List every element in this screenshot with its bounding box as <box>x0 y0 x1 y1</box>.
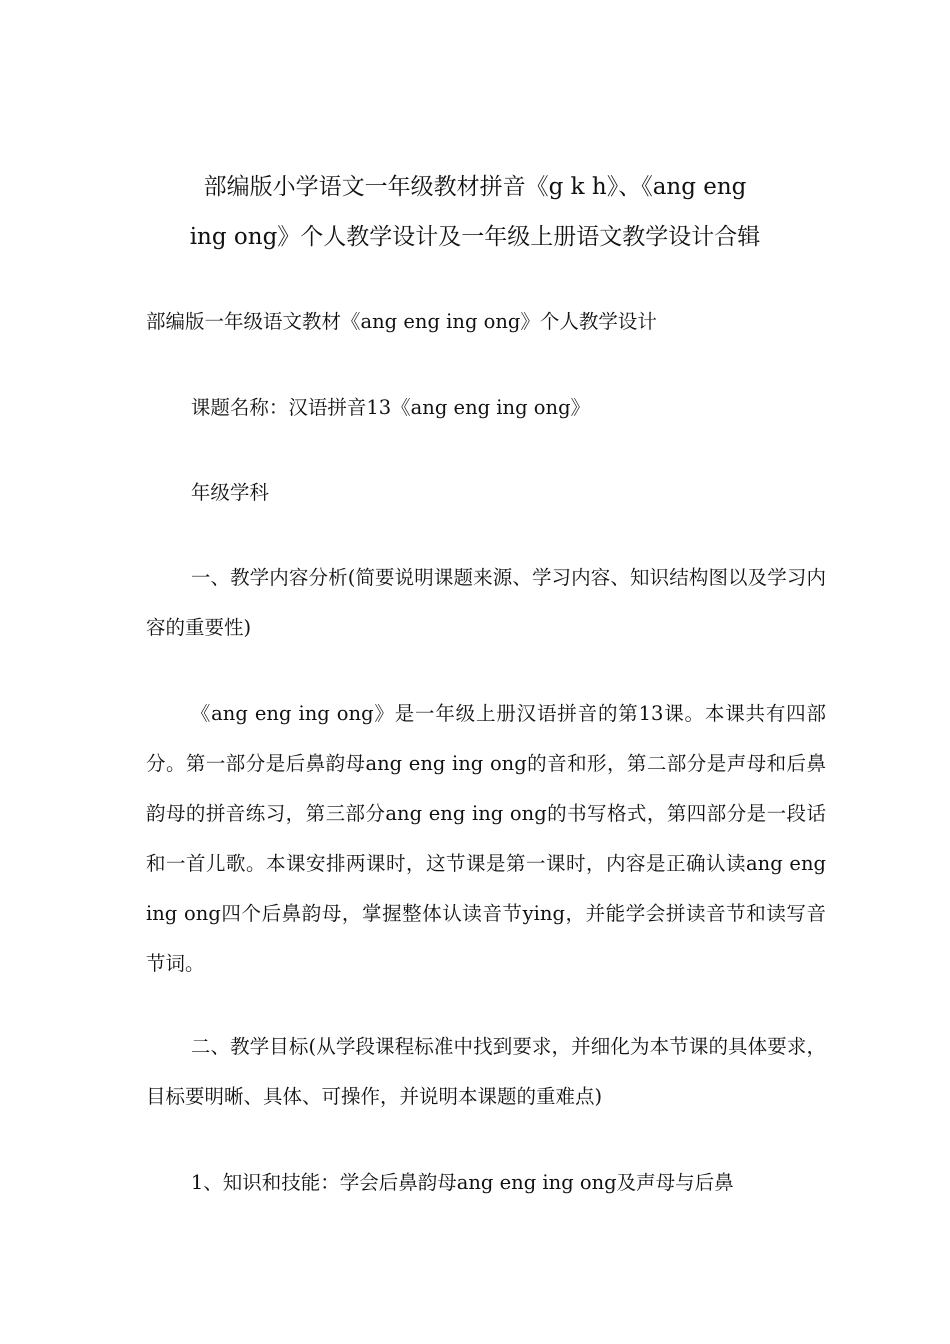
objective-1: 1、知识和技能：学会后鼻韵母ang eng ing ong及声母与后鼻 <box>190 1171 734 1194</box>
section-1-heading: 一、教学内容分析(简要说明课题来源、学习内容、知识结构图以及学习内容的重要性) <box>146 566 826 639</box>
document-subtitle: 部编版一年级语文教材《ang eng ing ong》个人教学设计 <box>146 310 657 333</box>
section-2-heading: 二、教学目标(从学段课程标准中找到要求，并细化为本节课的具体要求，目标要明晰、具体、可操作，并说明本课题的重难点) <box>146 1035 826 1108</box>
section-1-body: 《ang eng ing ong》是一年级上册汉语拼音的第13课。本课共有四部分。第一部分是后鼻韵母ang eng ing ong的音和形，第二部分是声母和后鼻韵母的拼音练习，第三部分ang eng ing ong的书写格式，第四部分是一段话和一首儿歌。本课安排两课时，这节课是第一课时，内容是正确认读ang eng ing ong四个后鼻韵母，掌握整体认读音节ying，并能学会拼读音节和读写音节词。 <box>146 702 826 975</box>
document-title-line-2: ing ong》个人教学设计及一年级上册语文教学设计合辑 <box>189 224 761 250</box>
topic-name: 课题名称：汉语拼音13《ang eng ing ong》 <box>190 396 591 419</box>
grade-subject: 年级学科 <box>190 481 269 504</box>
document-title-line-1: 部编版小学语文一年级教材拼音《g k h》、《ang eng <box>203 174 747 200</box>
